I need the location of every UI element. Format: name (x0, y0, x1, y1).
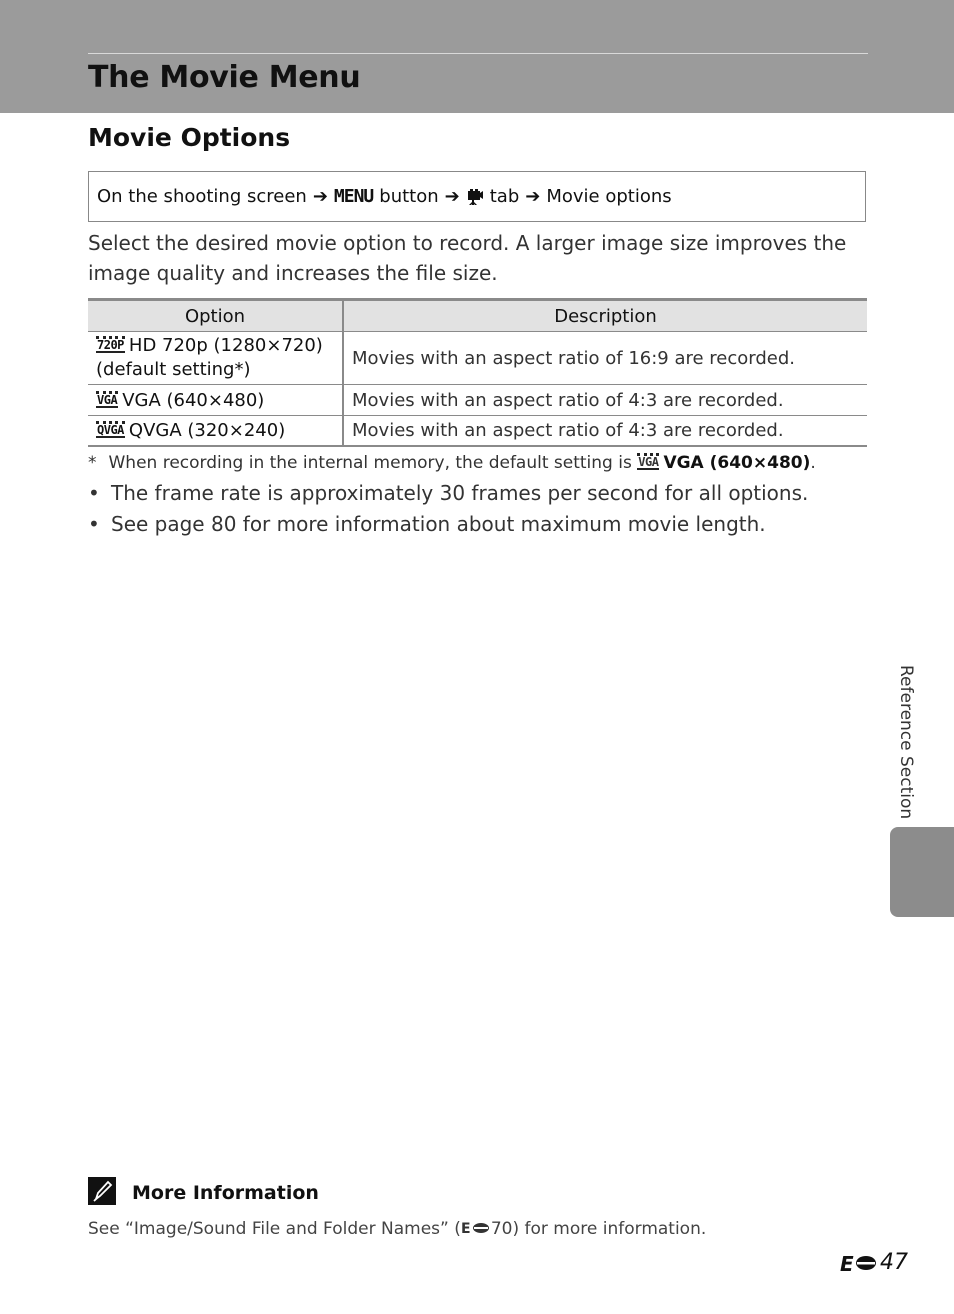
movie-camera-icon (466, 188, 484, 206)
footnote-end: . (810, 453, 816, 473)
description-cell: Movies with an aspect ratio of 4:3 are recorded. (343, 416, 867, 447)
more-information-title: More Information (132, 1182, 319, 1204)
option-cell (88, 416, 343, 447)
more-information-text-before: See “Image/Sound File and Folder Names” ( (88, 1219, 461, 1239)
table-row (88, 332, 867, 385)
qvga-icon: QVGA (97, 423, 124, 437)
more-information-text-after: 70) for more information. (490, 1219, 707, 1239)
option-label: VGA (640×480) (122, 389, 265, 411)
column-header-description: Description (343, 300, 867, 332)
option-cell (88, 385, 343, 416)
section-side-label: Reference Section (896, 665, 916, 820)
footnote-marker: * (88, 453, 97, 473)
vga-icon: VGA (638, 455, 659, 469)
reference-e-icon (840, 1253, 878, 1273)
navigation-path (88, 171, 866, 222)
list-item: • See page 80 for more information about maximum movie length. (88, 509, 868, 540)
chapter-title: The Movie Menu (88, 60, 361, 95)
vga-icon: VGA (97, 392, 118, 407)
pencil-note-icon (88, 1177, 116, 1205)
nav-step-tab: tab (489, 186, 520, 207)
svg-text:E: E (460, 1221, 471, 1235)
more-information-text (88, 1219, 706, 1239)
intro-paragraph: Select the desired movie option to record. A larger image size improves the image quality and increases the file size. (88, 231, 847, 285)
option-cell (88, 332, 343, 385)
footnote (88, 453, 816, 473)
column-header-option: Option (88, 300, 343, 332)
section-title: Movie Options (88, 123, 291, 152)
table-row (88, 416, 867, 447)
nav-step-shooting-screen: On the shooting screen (97, 186, 307, 207)
arrow-icon: ➔ (444, 186, 460, 207)
footnote-text: When recording in the internal memory, the default setting is (108, 453, 632, 473)
movie-options-table (88, 298, 867, 447)
description-cell: Movies with an aspect ratio of 4:3 are recorded. (343, 385, 867, 416)
table-header-row (88, 300, 867, 332)
arrow-icon: ➔ (525, 186, 541, 207)
nav-step-button: button (379, 186, 439, 207)
list-item: • The frame rate is approximately 30 frames per second for all options. (88, 478, 868, 509)
header-rule (88, 53, 868, 54)
nav-step-movie-options: Movie options (546, 186, 672, 207)
page-number-value: 47 (880, 1250, 908, 1275)
svg-text:E: E (840, 1252, 854, 1273)
header-band (0, 0, 954, 113)
arrow-icon: ➔ (312, 186, 328, 207)
bullet-list (88, 478, 868, 540)
page-number (840, 1250, 908, 1275)
hd-720p-icon: 720P (97, 338, 124, 352)
option-label: HD 720p (1280×720) (128, 335, 323, 356)
option-label: QVGA (320×240) (128, 420, 286, 441)
section-side-tab (890, 827, 954, 917)
table-row (88, 385, 867, 416)
description-cell: Movies with an aspect ratio of 16:9 are recorded. (343, 332, 867, 385)
menu-button-icon: MENU (333, 186, 374, 207)
footnote-default-value: VGA (640×480) (663, 453, 811, 473)
reference-e-icon (461, 1221, 491, 1235)
option-note: (default setting*) (96, 359, 251, 380)
